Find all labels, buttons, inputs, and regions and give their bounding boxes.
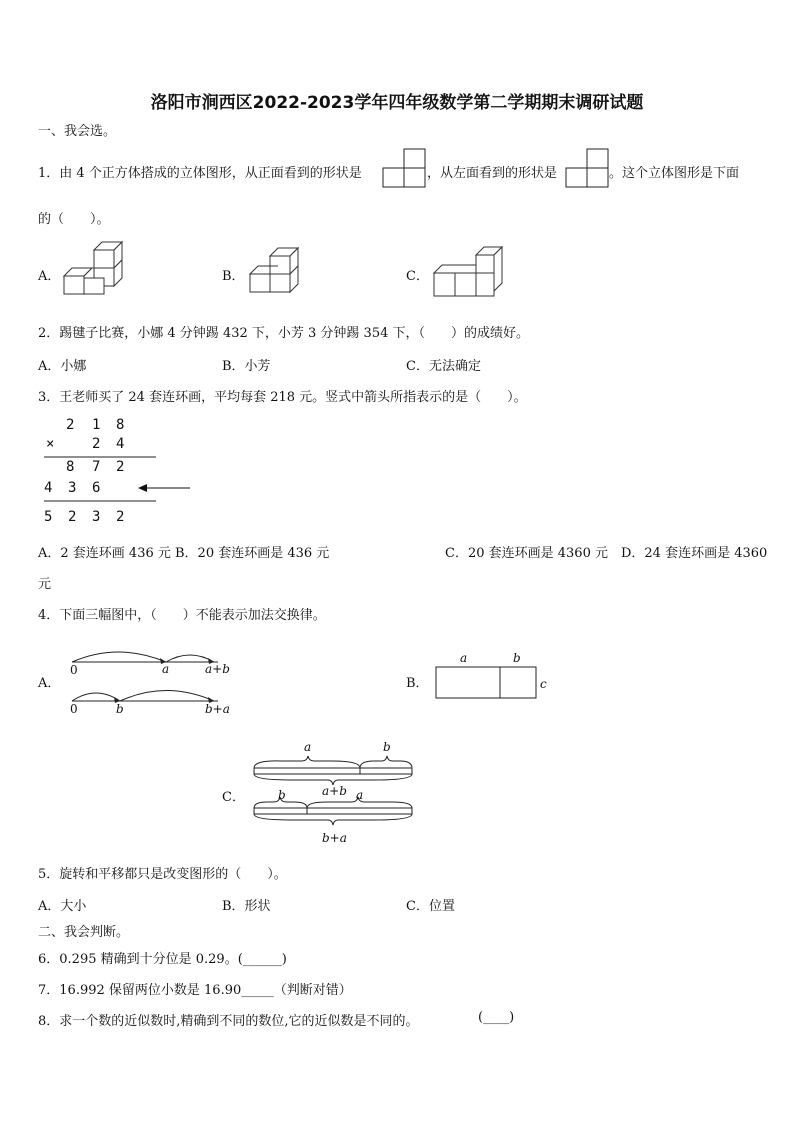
calc-line-2 <box>44 500 158 502</box>
calc-digit: 6 <box>92 480 101 496</box>
q1-text-part2: ，从左面看到的形状是 <box>427 166 558 181</box>
calc-digit: 2 <box>116 459 125 475</box>
calc-times-sign: × <box>46 436 55 452</box>
q4b-label-c: c <box>540 677 547 691</box>
q2-text: 2．踢毽子比赛，小娜 4 分钟踢 432 下，小芳 3 分钟踢 354 下，（ ）的成绩好。 <box>38 326 529 341</box>
calc-digit: 8 <box>116 417 125 433</box>
q4-option-c-label: C． <box>222 790 245 805</box>
calc-digit: 3 <box>68 480 77 496</box>
q1-text-part3: 。这个立体图形是下面 <box>609 166 740 181</box>
q3-options-ab: A．2 套连环画 436 元 B．20 套连环画是 436 元 <box>38 546 330 561</box>
q1-front-view-figure <box>383 148 427 188</box>
q4a-label-zero-1: 0 <box>70 663 78 677</box>
q1-option-a-cubes <box>62 240 126 302</box>
calc-digit: 3 <box>92 509 101 525</box>
q8-answer-blank: (____) <box>478 1010 515 1025</box>
q2-option-a: A．小娜 <box>38 359 87 374</box>
q7-text: 7．16.992 保留两位小数是 16.90_____（判断对错） <box>38 983 352 998</box>
page-title: 洛阳市涧西区2022-2023学年四年级数学第二学期期末调研试题 <box>150 93 644 113</box>
calc-digit: 8 <box>66 459 75 475</box>
arrow-left-icon <box>138 482 192 494</box>
q4b-label-a: a <box>460 651 468 665</box>
q3-text: 3．王老师买了 24 套连环画，平均每套 218 元。竖式中箭头所指表示的是（ ）。 <box>38 390 527 405</box>
q3-option-d-tail: 元 <box>38 577 52 592</box>
q4-option-b-rectangle <box>435 666 539 700</box>
calc-digit: 4 <box>116 436 125 452</box>
q4b-label-b: b <box>513 651 521 665</box>
section-heading-choice: 一、我会选。 <box>38 124 117 139</box>
calc-digit: 2 <box>116 509 125 525</box>
q5-text: 5．旋转和平移都只是改变图形的（ ）。 <box>38 867 287 882</box>
calc-digit: 2 <box>92 436 101 452</box>
q4c-label-b-top: b <box>383 740 391 754</box>
q4a-label-zero-2: 0 <box>70 702 78 716</box>
q2-option-b: B．小芳 <box>222 359 271 374</box>
q1-option-c-label: C． <box>406 269 429 284</box>
q4-option-a-numberlines <box>68 640 228 720</box>
calc-digit: 5 <box>44 509 53 525</box>
q1-option-b-cubes <box>248 246 304 300</box>
q1-text-line2: 的（ ）。 <box>38 212 110 227</box>
q4-text: 4．下面三幅图中，（ ）不能表示加法交换律。 <box>38 608 326 623</box>
q1-option-a-label: A． <box>38 269 61 284</box>
calc-line-1 <box>44 456 158 458</box>
q5-option-b: B．形状 <box>222 899 271 914</box>
q1-left-view-figure <box>566 148 610 188</box>
q2-option-c: C．无法确定 <box>406 359 481 374</box>
q4a-label-a: a <box>162 662 170 676</box>
q4-option-a-label: A． <box>38 676 61 691</box>
q4c-label-a-bottom: a <box>356 788 364 802</box>
q3-options-cd: C．20 套连环画是 4360 元 D．24 套连环画是 4360 <box>445 546 768 561</box>
q4-option-b-label: B． <box>406 676 429 691</box>
q1-text-part1: 1．由 4 个正方体搭成的立体图形，从正面看到的形状是 <box>38 166 362 181</box>
q1-option-c-cubes <box>432 245 506 301</box>
q6-text: 6．0.295 精确到十分位是 0.29。(______) <box>38 952 287 967</box>
q8-text: 8．求一个数的近似数时,精确到不同的数位,它的近似数是不同的。 <box>38 1014 419 1029</box>
calc-digit: 7 <box>92 459 101 475</box>
calc-digit: 4 <box>44 480 53 496</box>
q5-option-a: A．大小 <box>38 899 87 914</box>
calc-digit: 2 <box>68 509 77 525</box>
q4c-label-a-top: a <box>304 740 312 754</box>
section-heading-judge: 二、我会判断。 <box>38 925 130 940</box>
calc-digit: 2 <box>66 417 75 433</box>
q4c-label-b-plus-a: b+a <box>322 831 347 845</box>
q4c-label-b-bottom: b <box>278 788 286 802</box>
q4a-label-a-plus-b: a+b <box>205 662 230 676</box>
q1-option-b-label: B． <box>222 269 245 284</box>
calc-digit: 1 <box>92 417 101 433</box>
q4a-label-b-plus-a: b+a <box>205 702 230 716</box>
q5-option-c: C．位置 <box>406 899 455 914</box>
q4c-label-a-plus-b: a+b <box>322 784 347 798</box>
q4a-label-b: b <box>116 702 124 716</box>
